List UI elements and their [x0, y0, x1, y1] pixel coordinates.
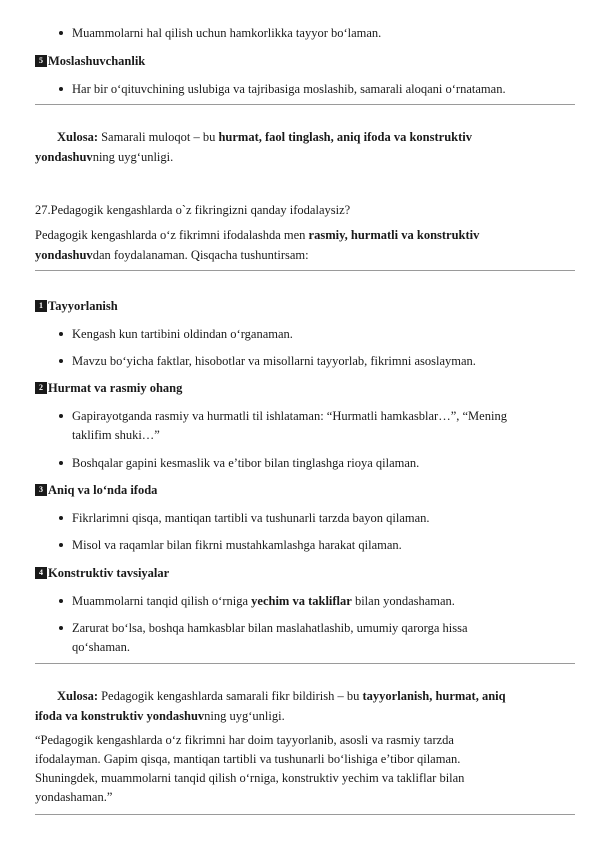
section-title: Hurmat va rasmiy ohang	[48, 381, 183, 395]
bullet	[59, 543, 63, 547]
intro-text: dan foydalanaman. Qisqacha tushuntirsam:	[92, 248, 309, 262]
list-item: Kengash kun tartibini oldindan o‘rganaman.	[72, 327, 293, 341]
list-bold: yechim va takliflar	[251, 594, 352, 608]
bullet	[59, 359, 63, 363]
summary-text: ning uyg‘unligi.	[204, 709, 285, 723]
bullet	[59, 461, 63, 465]
section-heading-1	[35, 297, 118, 315]
intro-bold: yondashuv	[35, 248, 93, 262]
summary-label: Xulosa:	[57, 689, 98, 703]
list-item: Fikrlarimni qisqa, mantiqan tartibli va tushunarli tarzda bayon qilaman.	[72, 511, 430, 525]
bullet	[59, 599, 63, 603]
bullet	[59, 414, 63, 418]
intro-text: Pedagogik kengashlarda o‘z fikrimni ifodalashda men	[35, 228, 309, 242]
section-number: 5	[35, 55, 47, 67]
list-text: Muammolarni tanqid qilish o‘rniga	[72, 594, 252, 608]
list-item: Zarurat bo‘lsa, boshqa hamkasblar bilan maslahatlashib, umumiy qarorga hissa	[72, 621, 468, 635]
list-text: bilan yondashaman.	[351, 594, 455, 608]
summary-text: Pedagogik kengashlarda samarali fikr bildirish – bu	[97, 689, 363, 703]
summary-bold: ifoda va konstruktiv yondashuv	[35, 709, 205, 723]
section-title: Konstruktiv tavsiyalar	[48, 566, 170, 580]
list-item	[72, 592, 455, 610]
summary-text: Samarali muloqot – bu	[97, 130, 219, 144]
bullet	[59, 31, 63, 35]
section-title: Tayyorlanish	[48, 299, 118, 313]
section-number: 1	[35, 300, 47, 312]
quote-line: yondashaman.”	[35, 790, 113, 804]
bullet	[59, 87, 63, 91]
section-number: 4	[35, 567, 47, 579]
bullet	[59, 626, 63, 630]
section-title: Aniq va lo‘nda ifoda	[48, 483, 158, 497]
summary-bold: yondashuv	[35, 150, 93, 164]
section-heading-5	[35, 52, 145, 70]
bullet	[59, 332, 63, 336]
list-item-continued: taklifim shuki…”	[72, 428, 160, 442]
quote-line: Shuningdek, muammolarni tanqid qilish o‘rniga, konstruktiv yechim va takliflar bilan	[35, 771, 465, 785]
section-number: 3	[35, 484, 47, 496]
summary-line	[57, 128, 472, 146]
list-item-continued: qo‘shaman.	[72, 640, 130, 654]
section-heading-4	[35, 564, 169, 582]
summary-line	[35, 707, 285, 725]
bullet	[59, 516, 63, 520]
divider	[35, 270, 575, 271]
section-heading-3	[35, 481, 157, 499]
summary-line	[35, 148, 173, 166]
question-text: 27.Pedagogik kengashlarda o`z fikringizni qanday ifodalaysiz?	[35, 203, 351, 217]
intro-bold: rasmiy, hurmatli va konstruktiv	[308, 228, 480, 242]
list-item: Gapirayotganda rasmiy va hurmatli til ishlataman: “Hurmatli hamkasblar…”, “Mening	[72, 409, 507, 423]
quote-line: ifodalayman. Gapim qisqa, mantiqan tartibli va tushunarli bo‘lishiga e’tibor qilaman.	[35, 752, 461, 766]
list-item: Har bir o‘qituvchining uslubiga va tajribasiga moslashib, samarali aloqani o‘rnataman.	[72, 82, 506, 96]
quote-line: “Pedagogik kengashlarda o‘z fikrimni har doim tayyorlanib, asosli va rasmiy tarzda	[35, 733, 454, 747]
divider	[35, 663, 575, 664]
divider	[35, 814, 575, 815]
list-item: Muammolarni hal qilish uchun hamkorlikka tayyor bo‘laman.	[72, 26, 382, 40]
list-item: Mavzu bo‘yicha faktlar, hisobotlar va misollarni tayyorlab, fikrimni asoslayman.	[72, 354, 476, 368]
summary-line	[57, 687, 506, 705]
summary-bold: hurmat, faol tinglash, aniq ifoda va konstruktiv	[218, 130, 472, 144]
section-title: Moslashuvchanlik	[48, 54, 146, 68]
list-item: Misol va raqamlar bilan fikrni mustahkamlashga harakat qilaman.	[72, 538, 402, 552]
section-heading-2	[35, 379, 182, 397]
summary-text: ning uyg‘unligi.	[92, 150, 174, 164]
intro-line	[35, 226, 479, 244]
section-number: 2	[35, 382, 47, 394]
summary-label: Xulosa:	[57, 130, 98, 144]
divider	[35, 104, 575, 105]
summary-bold: tayyorlanish, hurmat, aniq	[362, 689, 506, 703]
list-item: Boshqalar gapini kesmaslik va e’tibor bilan tinglashga rioya qilaman.	[72, 456, 420, 470]
intro-line	[35, 246, 309, 264]
